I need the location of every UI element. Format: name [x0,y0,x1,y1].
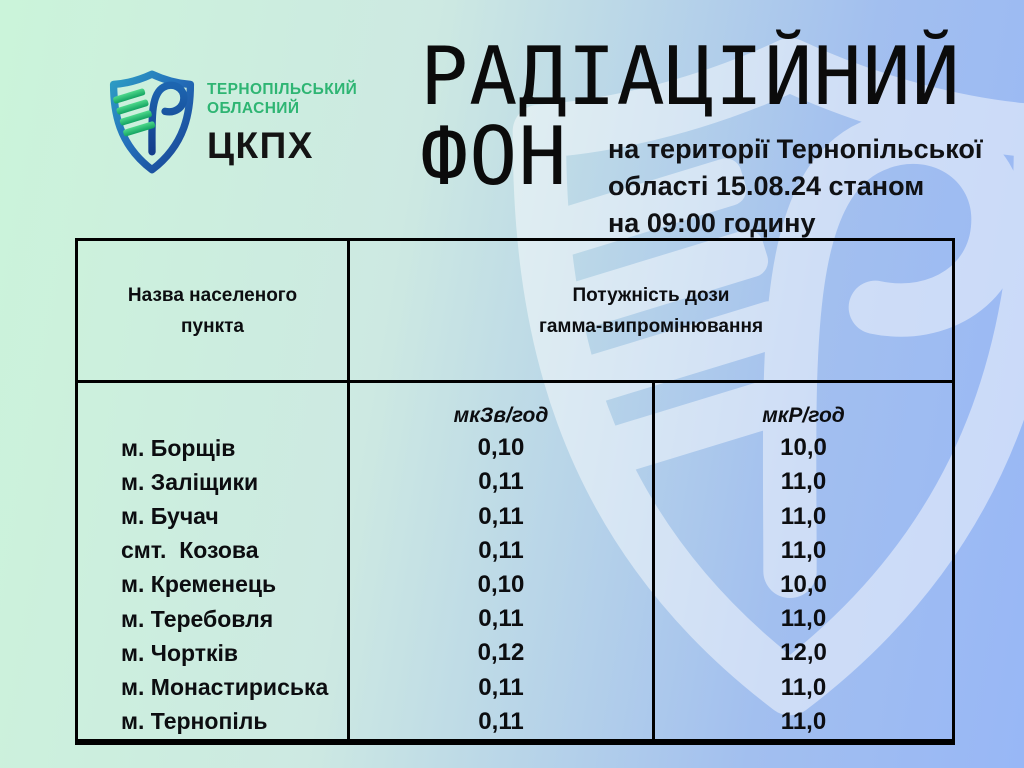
settlement-name-cell: м. Чортків [121,639,239,666]
usv-value-cell: 0,11 [478,536,524,564]
usv-value-cell: 0,11 [478,605,524,633]
usv-value-cell: 0,10 [477,434,525,462]
usv-value-cell: 0,10 [477,570,525,598]
usv-value-cell: 0,11 [478,673,524,701]
settlement-name-cell: м. Заліщики [121,468,259,495]
dose-header-line2: гамма-випромінювання [538,315,764,337]
settlement-name-cell: м. Бучач [121,503,219,530]
ur-value-cell: 11,0 [780,468,827,496]
settlement-name-cell: смт. Козова [121,537,259,564]
usv-value-cell: 0,12 [477,639,525,667]
dose-column-header [350,241,952,380]
ur-value-cell: 11,0 [780,605,827,633]
settlement-cells [78,431,347,739]
page-subtitle [608,131,982,242]
settlement-name-cell: м. Монастириська [121,674,329,701]
dose-header-line1: Потужність дози [572,284,730,306]
org-abbr: ЦКПХ [207,125,314,166]
table-body [78,383,952,739]
usv-column [350,383,655,739]
settlement-unit-spacer [78,383,347,431]
ur-cells [655,431,952,739]
usv-value-cell: 0,11 [478,707,524,735]
org-name-line1: ТЕРНОПІЛЬСЬКИЙ [207,81,358,98]
ur-unit-label: мкР/год [762,404,845,427]
org-name-line2: ОБЛАСНИЙ [207,100,300,117]
ur-value-cell: 11,0 [780,502,827,530]
ur-value-cell: 10,0 [780,434,827,462]
page-title-line2: ФОН [420,110,568,203]
settlement-name-cell: м. Теребовля [121,605,274,632]
settlement-name-cell: м. Борщів [121,434,236,461]
usv-value-cell: 0,11 [478,502,524,530]
settlement-column [78,383,350,739]
logo-text-block [207,80,357,164]
settlement-name-cell: м. Тернопіль [121,708,268,735]
subtitle-line3: на 09:00 годину [608,208,816,238]
usv-cells [350,431,652,739]
subtitle-line2: області 15.08.24 станом [608,171,925,201]
ur-value-cell: 11,0 [780,536,827,564]
radiation-table [75,238,955,745]
subtitle-line1: на території Тернопільської [608,134,983,164]
page-title-line1: РАДІАЦІЙНИЙ [420,30,961,123]
usv-value-cell: 0,11 [478,468,524,496]
table-header-row [78,241,952,383]
ur-column [655,383,952,739]
ur-value-cell: 10,0 [780,570,827,598]
settlement-header-line1: Назва населеного [127,284,298,306]
settlement-name-cell: м. Кременець [121,571,277,598]
ur-value-cell: 11,0 [780,707,827,735]
settlement-column-header [78,241,350,380]
ur-value-cell: 11,0 [780,673,827,701]
ckph-logo-icon [103,64,201,184]
ur-value-cell: 12,0 [780,639,827,667]
usv-unit-label: мкЗв/год [453,404,549,427]
settlement-header-line2: пункта [181,315,244,337]
